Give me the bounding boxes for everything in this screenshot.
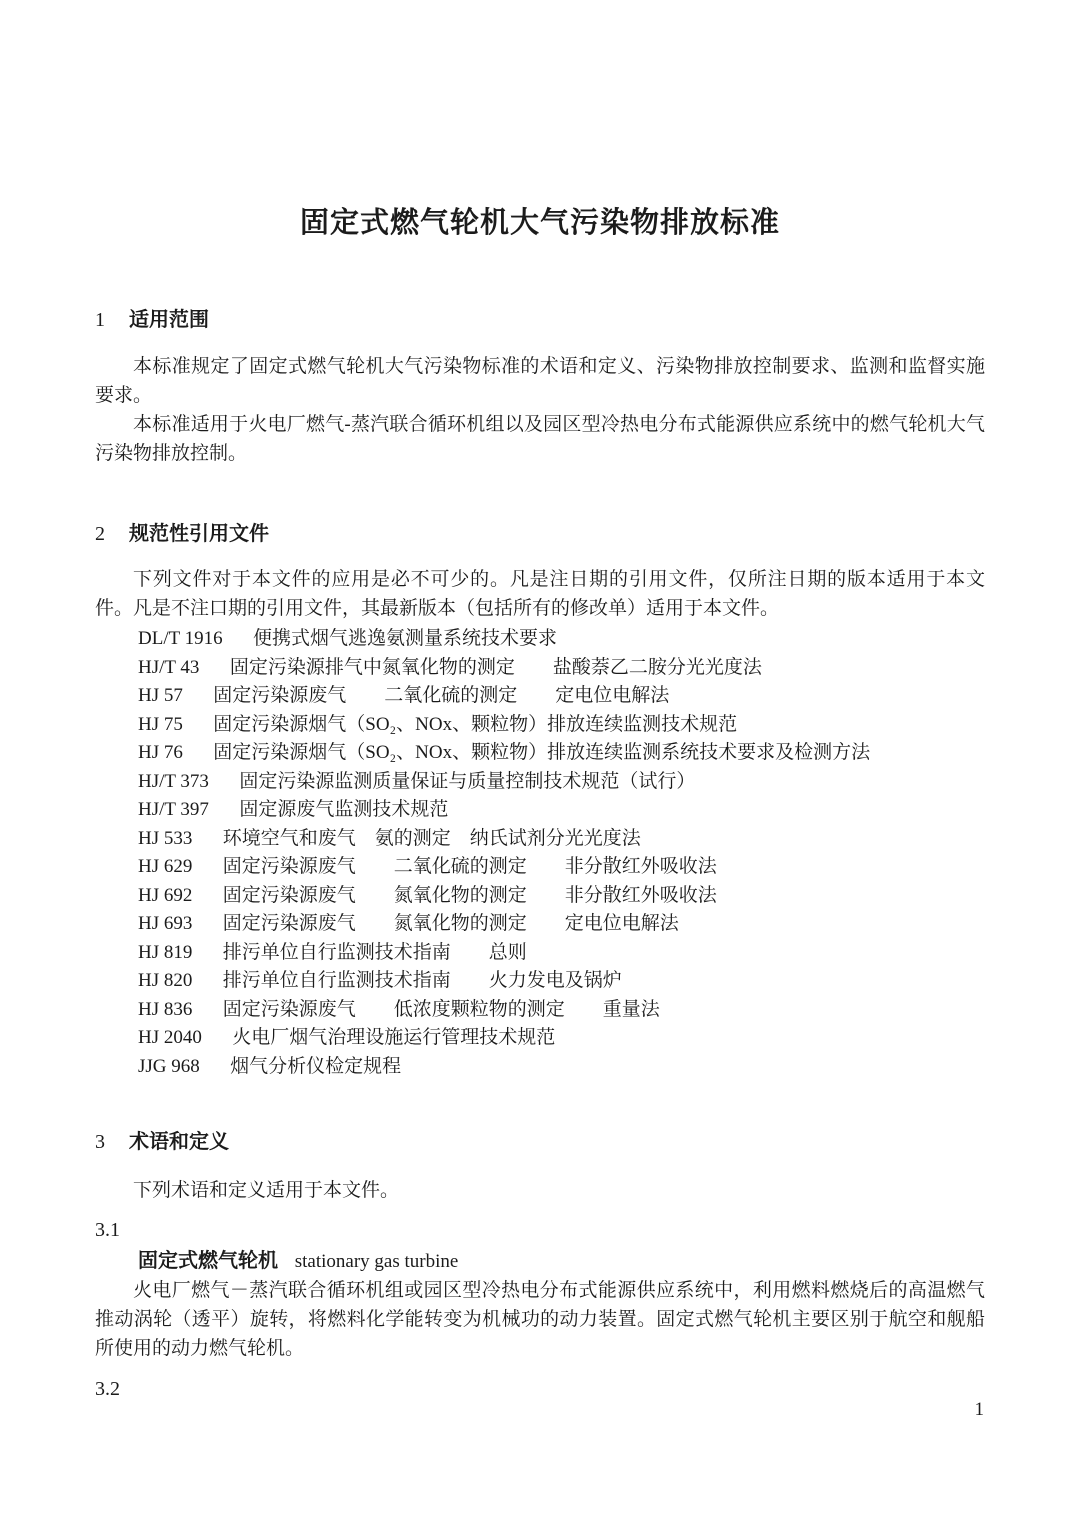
reference-item xyxy=(138,739,985,768)
term-3-1-definition: 火电厂燃气－蒸汽联合循环机组或园区型冷热电分布式能源供应系统中，利用燃料燃烧后的高温燃气推动涡轮（透平）旋转，将燃料化学能转变为机械功的动力装置。固定式燃气轮机主要区别于航空和舰船所使用的动力燃气轮机。 xyxy=(95,1280,985,1359)
reference-item xyxy=(138,853,985,882)
reference-item xyxy=(138,939,985,968)
reference-title: 烟气分析仪检定规程 xyxy=(230,1055,402,1077)
reference-code: HJ 533 xyxy=(138,827,193,849)
reference-code: HJ 692 xyxy=(138,884,193,906)
reference-title: 固定污染源废气 氮氧化物的测定 非分散红外吸收法 xyxy=(222,884,717,906)
reference-code: HJ 693 xyxy=(138,913,193,934)
reference-item xyxy=(138,682,985,711)
reference-title: 固定污染源废气 二氧化硫的测定 非分散红外吸收法 xyxy=(222,856,717,877)
reference-item xyxy=(138,996,985,1025)
section-1-number: 1 xyxy=(95,309,105,331)
section-3-label: 术语和定义 xyxy=(129,1131,229,1153)
reference-item xyxy=(138,1053,985,1082)
reference-title: 环境空气和废气 氨的测定 纳氏试剂分光光度法 xyxy=(222,827,641,849)
reference-item xyxy=(138,825,985,854)
reference-title: 固定污染源废气 低浓度颗粒物的测定 重量法 xyxy=(222,998,660,1020)
section-scope xyxy=(95,306,985,468)
reference-title: 火电厂烟气治理设施运行管理技术规范 xyxy=(232,1027,556,1048)
reference-code: JJG 968 xyxy=(138,1055,200,1077)
section-3-heading xyxy=(95,1128,985,1156)
reference-code: HJ 629 xyxy=(138,856,193,877)
reference-title: 便携式烟气逃逸氨测量系统技术要求 xyxy=(253,628,558,649)
document-title: 固定式燃气轮机大气污染物排放标准 xyxy=(299,207,780,239)
reference-item xyxy=(138,967,985,996)
section-1-heading xyxy=(95,306,985,334)
reference-item xyxy=(138,796,985,825)
reference-item xyxy=(138,711,985,740)
term-3-1-english: stationary gas turbine xyxy=(294,1251,459,1272)
section-normative-references xyxy=(95,520,985,1081)
terms-intro: 下列术语和定义适用于本文件。 xyxy=(133,1180,400,1201)
reference-item xyxy=(138,1024,985,1053)
reference-code: HJ 76 xyxy=(138,742,183,763)
reference-title: 固定污染源废气 二氧化硫的测定 定电位电解法 xyxy=(213,685,670,706)
reference-title: 固定污染源排气中氮氧化物的测定 盐酸萘乙二胺分光光度法 xyxy=(229,656,762,678)
references-list xyxy=(95,625,985,1081)
reference-item xyxy=(138,910,985,939)
scope-paragraph-2: 本标准适用于火电厂燃气-蒸汽联合循环机组以及园区型冷热电分布式能源供应系统中的燃气轮机大气污染物排放控制。 xyxy=(95,414,985,464)
reference-title: 排污单位自行监测技术指南 总则 xyxy=(222,941,527,963)
scope-paragraph-1: 本标准规定了固定式燃气轮机大气污染物标准的术语和定义、污染物排放控制要求、监测和监督实施要求。 xyxy=(95,356,985,406)
page-number: 1 xyxy=(974,1399,984,1420)
reference-title: 固定污染源废气 氮氧化物的测定 定电位电解法 xyxy=(222,913,679,934)
reference-code: HJ 819 xyxy=(138,941,193,963)
references-intro: 下列文件对于本文件的应用是必不可少的。凡是注日期的引用文件，仅所注日期的版本适用于本文件。凡是不注口期的引用文件，其最新版本（包括所有的修改单）适用于本文件。 xyxy=(95,569,985,619)
reference-code: HJ 75 xyxy=(138,713,183,735)
reference-item xyxy=(138,654,985,683)
reference-title: 固定污染源烟气（SO₂、NOx、颗粒物）排放连续监测系统技术要求及检测方法 xyxy=(213,742,871,763)
term-3-1-chinese: 固定式燃气轮机 xyxy=(138,1250,278,1272)
reference-code: HJ/T 397 xyxy=(138,799,209,820)
reference-title: 固定污染源烟气（SO₂、NOx、颗粒物）排放连续监测技术规范 xyxy=(213,713,738,735)
reference-item xyxy=(138,882,985,911)
reference-item xyxy=(138,625,985,654)
reference-title: 固定污染源监测质量保证与质量控制技术规范（试行） xyxy=(239,770,696,792)
term-3-1-number: 3.1 xyxy=(95,1219,120,1241)
reference-item xyxy=(138,768,985,797)
reference-code: HJ 2040 xyxy=(138,1027,202,1048)
section-2-number: 2 xyxy=(95,523,105,545)
reference-code: HJ 57 xyxy=(138,685,183,706)
reference-title: 固定源废气监测技术规范 xyxy=(239,799,449,820)
term-3-2-number: 3.2 xyxy=(95,1378,120,1400)
section-2-heading xyxy=(95,520,985,548)
reference-code: HJ/T 373 xyxy=(138,770,209,792)
section-terms-definitions xyxy=(95,1128,985,1403)
reference-code: HJ/T 43 xyxy=(138,656,200,678)
section-3-number: 3 xyxy=(95,1131,105,1153)
term-3-1-title xyxy=(95,1247,985,1276)
section-2-label: 规范性引用文件 xyxy=(129,523,269,545)
reference-code: DL/T 1916 xyxy=(138,628,223,649)
reference-code: HJ 820 xyxy=(138,970,193,991)
section-1-label: 适用范围 xyxy=(129,309,209,331)
reference-title: 排污单位自行监测技术指南 火力发电及锅炉 xyxy=(222,970,622,991)
reference-code: HJ 836 xyxy=(138,998,193,1020)
